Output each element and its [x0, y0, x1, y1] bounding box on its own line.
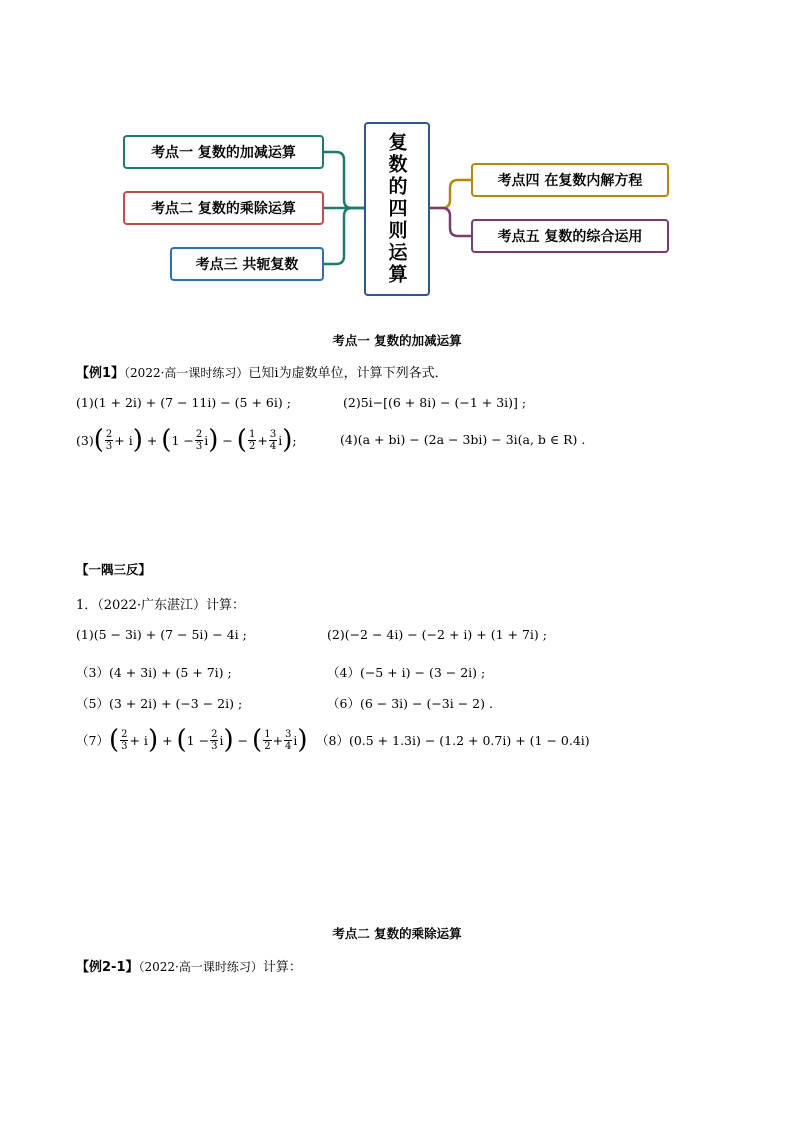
- node-topic-5: 考点五 复数的综合运用: [471, 219, 669, 253]
- practice-q4: （4）(−5 + i) − (3 − 2i) ;: [327, 665, 486, 680]
- example1-q2: (2)5i−[(6 + 8i) − (−1 + 3i)] ;: [343, 395, 527, 410]
- practice-tag: 【一隅三反】: [76, 562, 152, 577]
- practice-q7: （7） ( $\frac{2}{3}$ + i ) + ( 1 − $\frac{2}{3}$ i ) − ( $\frac{1}{2}$ + $\frac{3}{4}$ i ): [76, 725, 308, 755]
- node-center: 复数的四则运算: [364, 122, 430, 296]
- connector-3: [324, 208, 364, 264]
- node-topic-3: 考点三 共轭复数: [170, 247, 324, 281]
- node-topic-4: 考点四 在复数内解方程: [471, 163, 669, 197]
- connector-4: [430, 180, 471, 208]
- practice-q1: (1)(5 − 3i) + (7 − 5i) − 4i ;: [76, 627, 247, 642]
- practice-q6: （6）(6 − 3i) − (−3i − 2) .: [327, 696, 493, 711]
- practice-q5: （5）(3 + 2i) + (−3 − 2i) ;: [76, 696, 243, 711]
- example1-q1: (1)(1 + 2i) + (7 − 11i) − (5 + 6i) ;: [76, 395, 291, 410]
- connector-5: [430, 208, 471, 236]
- example1-header: 【例1】（2022·高一课时练习）已知i为虚数单位，计算下列各式．: [76, 366, 448, 381]
- practice-q3: （3）(4 + 3i) + (5 + 7i) ;: [76, 665, 232, 680]
- practice-q2: (2)(−2 − 4i) − (−2 + i) + (1 + 7i) ;: [327, 627, 547, 642]
- example1-q3: (3) ( $\frac{2}{3}$ + i ) + ( 1 − $\frac{2}{3}$ i ) − ( $\frac{1}{2}$ + $\frac{3}{4}$ i ) ;: [76, 425, 297, 455]
- practice-q8: （8）(0.5 + 1.3i) − (1.2 + 0.7i) + (1 − 0.4i): [316, 733, 590, 748]
- node-topic-1: 考点一 复数的加减运算: [123, 135, 324, 169]
- example2-header: 【例2-1】（2022·高一课时练习）计算：: [76, 960, 302, 975]
- node-topic-2: 考点二 复数的乘除运算: [123, 191, 324, 225]
- section1-title: 考点一 复数的加减运算: [332, 333, 462, 348]
- section2-title: 考点二 复数的乘除运算: [332, 926, 462, 941]
- practice-intro: 1．（2022·广东湛江）计算：: [76, 598, 245, 613]
- example1-q4: (4)(a + bi) − (2a − 3bi) − 3i(a, b ∈ R) .: [340, 432, 586, 447]
- connector-1: [324, 152, 364, 208]
